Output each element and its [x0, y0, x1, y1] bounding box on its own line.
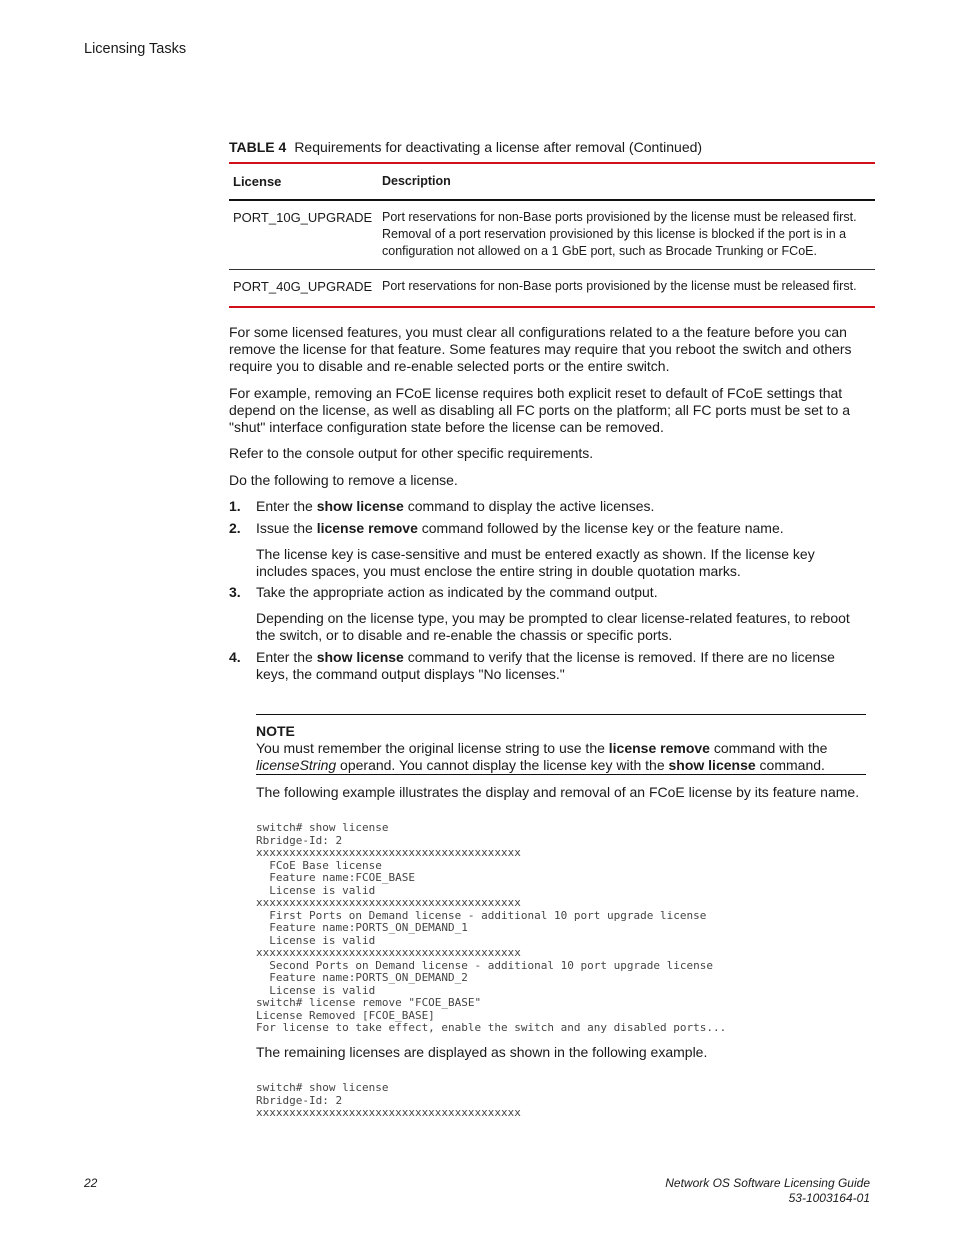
table-caption-text: Requirements for deactivating a license after removal (Continued) [294, 139, 703, 155]
note-bottom-rule [256, 774, 866, 775]
note-text-part: operand. You cannot display the license key with the [336, 757, 669, 773]
command-show-license: show license [668, 757, 756, 773]
note-top-rule [256, 714, 866, 715]
footer-doc-number: 53-1003164-01 [788, 1191, 870, 1205]
command-show-license: show license [316, 649, 404, 665]
paragraph-example-fcoe: For example, removing an FCoE license requires both explicit reset to default of FCoE settings that depend on the license, as well as disabling all FC ports on the platform; all FC ports must be set to a "shut" interface configuration state before the license can be removed. [229, 385, 850, 435]
step-text: command to display the active licenses. [403, 498, 655, 514]
step-number: 1. [229, 498, 241, 514]
column-header-license: License [233, 174, 282, 189]
table-cell-description: Port reservations for non-Base ports provisioned by the license must be released first. Removal of a port reservation provisioned by this license is blocked if the port is in a configuration not allowed on a 1 GbE port, such as Brocade Trunking or FCoE. [382, 210, 857, 258]
table-caption [229, 139, 702, 155]
paragraph-refer: Refer to the console output for other specific requirements. [229, 445, 594, 461]
step-number: 3. [229, 584, 241, 600]
command-license-remove: license remove [316, 520, 418, 536]
code-example-remaining: switch# show license Rbridge-Id: 2 xxxxxxxxxxxxxxxxxxxxxxxxxxxxxxxxxxxxxxxx [256, 1081, 521, 1119]
step-text: command followed by the license key or the feature name. [417, 520, 784, 536]
table-cell-license: PORT_10G_UPGRADE [233, 210, 373, 225]
step-text: Issue the [256, 520, 317, 536]
note-text-part: command with the [709, 740, 828, 756]
column-header-description: Description [382, 174, 451, 188]
table-label: TABLE 4 [229, 139, 287, 155]
step-text: Enter the [256, 498, 317, 514]
command-show-license: show license [316, 498, 404, 514]
table-row [229, 270, 875, 306]
step-text: command to verify that the license is removed. If there are no license keys, the command output displays "No licenses." [256, 649, 835, 682]
running-header: Licensing Tasks [84, 41, 187, 57]
example-intro: The following example illustrates the display and removal of an FCoE license by its feature name. [256, 784, 860, 800]
step-2 [229, 520, 869, 537]
step-2-detail: The license key is case-sensitive and must be entered exactly as shown. If the license key includes spaces, you must enclose the entire string in double quotation marks. [256, 546, 815, 579]
table-cell-description: Port reservations for non-Base ports provisioned by the license must be released first. [382, 279, 857, 293]
footer-doc-title: Network OS Software Licensing Guide [665, 1176, 870, 1190]
paragraph-intro: For some licensed features, you must clear all configurations related to a the feature before you can remove the license for that feature. Some features may require that you reboot the switch and others require you to disable and re-enable selected ports or the entire switch. [229, 324, 852, 374]
step-text: Take the appropriate action as indicated by the command output. [256, 584, 658, 600]
footer-doc-info [665, 1176, 870, 1206]
step-3 [229, 584, 869, 601]
operand-license-string: licenseString [256, 757, 337, 773]
step-number: 2. [229, 520, 241, 536]
note-label: NOTE [256, 723, 295, 739]
table-cell-license: PORT_40G_UPGRADE [233, 279, 373, 294]
step-4 [229, 649, 869, 683]
table-header-row [229, 164, 875, 201]
requirements-table [229, 162, 875, 308]
note-text-part: You must remember the original license string to use the [256, 740, 609, 756]
page-number: 22 [84, 1176, 98, 1190]
step-3-detail: Depending on the license type, you may be prompted to clear license-related features, to reboot the switch, or to disable and re-enable the chassis or specific ports. [256, 610, 850, 643]
code-example-remove: switch# show license Rbridge-Id: 2 xxxxxxxxxxxxxxxxxxxxxxxxxxxxxxxxxxxxxxxx FCoE Base license Feature name:FCOE_BASE License is valid xxxxxxxxxxxxxxxxxxxxxxxxxxxxxxxxxxxxxxxx First Ports on Demand license - additional 10 port upgrade license Feature name:PORTS_ON_DEMAND_1 License is valid xxxxxxxxxxxxxxxxxxxxxxxxxxxxxxxxxxxxxxxx Second Ports on Demand license - additional 10 port upgrade license Feature name:PORTS_ON_DEMAND_2 License is valid switch# license remove "FCOE_BASE" License Removed [FCOE_BASE] For license to take effect, enable the switch and any disabled ports... [256, 821, 727, 1034]
table-row [229, 201, 875, 270]
step-1 [229, 498, 869, 515]
remaining-intro: The remaining licenses are displayed as shown in the following example. [256, 1044, 708, 1060]
note-text [256, 740, 861, 774]
step-text: Enter the [256, 649, 317, 665]
paragraph-do-following: Do the following to remove a license. [229, 472, 458, 488]
note-text-part: command. [755, 757, 825, 773]
step-number: 4. [229, 649, 241, 665]
command-license-remove: license remove [608, 740, 710, 756]
